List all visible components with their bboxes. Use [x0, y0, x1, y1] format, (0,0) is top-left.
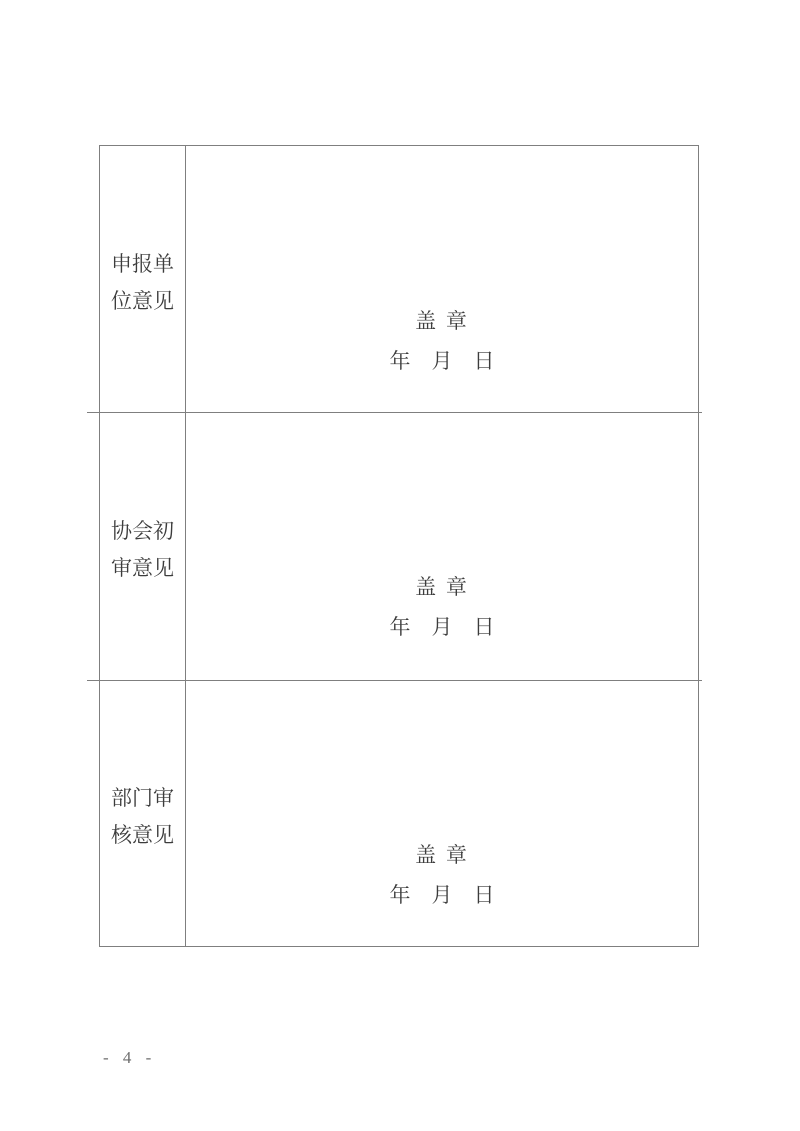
opinion-content-cell — [186, 680, 698, 946]
row-divider — [87, 680, 702, 681]
opinion-content-cell — [186, 146, 698, 412]
date-placeholder-label: 年 月 日 — [389, 884, 495, 907]
approval-opinions-table — [99, 145, 699, 947]
row-divider — [87, 412, 702, 413]
seal-here-label: 盖 章 — [415, 310, 469, 333]
row-label-line: 协会初 — [111, 520, 174, 543]
table-row-department-audit-opinion — [100, 680, 698, 946]
row-label-line: 位意见 — [111, 290, 174, 313]
row-label-line: 审意见 — [111, 557, 174, 580]
seal-here-label: 盖 章 — [415, 844, 469, 867]
row-label-line: 核意见 — [111, 824, 174, 847]
row-label-cell — [100, 146, 186, 412]
date-placeholder-label: 年 月 日 — [389, 616, 495, 639]
opinion-content-cell — [186, 412, 698, 680]
row-label-cell — [100, 412, 186, 680]
table-row-association-review-opinion — [100, 412, 698, 680]
page-number: - 4 - — [103, 1048, 157, 1067]
row-label-line: 部门审 — [111, 787, 174, 810]
row-label-line: 申报单 — [111, 253, 174, 276]
table-row-declaring-unit-opinion — [100, 146, 698, 412]
row-label-cell — [100, 680, 186, 946]
seal-here-label: 盖 章 — [415, 576, 469, 599]
date-placeholder-label: 年 月 日 — [389, 350, 495, 373]
